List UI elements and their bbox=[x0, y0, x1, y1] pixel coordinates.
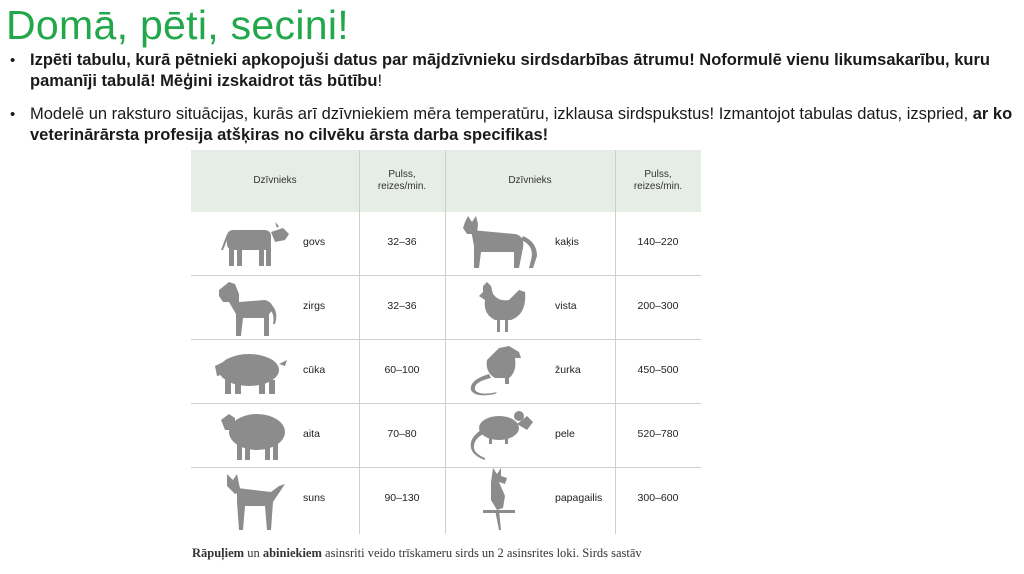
pulse-value: 60–100 bbox=[384, 364, 420, 376]
animal-name: papagailis bbox=[555, 492, 603, 504]
pulse-value: 70–80 bbox=[387, 428, 417, 440]
bullet-text bbox=[30, 104, 1018, 146]
cat-icon bbox=[459, 216, 539, 272]
footer-bold-text: Rāpuļiem bbox=[192, 546, 245, 560]
bullet-dot: • bbox=[10, 52, 16, 69]
animal-name: vista bbox=[555, 300, 577, 312]
table-row bbox=[191, 404, 701, 468]
pulse-value: 450–500 bbox=[637, 364, 679, 376]
animal-name: zirgs bbox=[303, 300, 326, 312]
header-pulse-line2: reizes/min. bbox=[377, 181, 427, 192]
table-row bbox=[191, 340, 701, 404]
bullet-normal-text: Modelē un raksturo situācijas, kurās arī dzīvniekiem mēra temperatūru, izklausa sirdspukstus! Izmantojot tabulas datus, izspried, bbox=[30, 105, 973, 123]
mouse-icon bbox=[465, 408, 535, 464]
table-row bbox=[191, 212, 701, 276]
header-pulse-line1: Pulss, bbox=[388, 169, 416, 180]
table-row bbox=[191, 468, 701, 532]
pulse-table bbox=[191, 150, 701, 534]
table-header bbox=[191, 150, 701, 212]
footer-text bbox=[192, 546, 642, 561]
animal-name: suns bbox=[303, 492, 326, 504]
pulse-value: 200–300 bbox=[637, 300, 679, 312]
header-animal-left: Dzīvnieks bbox=[253, 175, 297, 186]
animal-name: žurka bbox=[555, 364, 581, 376]
animal-name: govs bbox=[303, 236, 326, 248]
header-pulse-line1: Pulss, bbox=[644, 169, 672, 180]
pulse-value: 300–600 bbox=[637, 492, 679, 504]
footer-normal-text: un bbox=[244, 546, 263, 560]
pulse-value: 520–780 bbox=[637, 428, 679, 440]
dog-icon bbox=[223, 472, 293, 532]
parrot-icon bbox=[479, 466, 519, 532]
pig-icon bbox=[213, 350, 289, 396]
pulse-value: 32–36 bbox=[387, 236, 417, 248]
bullet-dot: • bbox=[10, 106, 16, 123]
animal-name: aita bbox=[303, 428, 320, 440]
pulse-value: 32–36 bbox=[387, 300, 417, 312]
animal-name: pele bbox=[555, 428, 575, 440]
bullet-bold-text: Izpēti tabulu, kurā pētnieki apkopojuši datus par mājdzīvnieku sirdsdarbības ātrumu! Noformulē vienu likumsakarību, kuru pamanīji tabulā! Mēģini izskaidrot tās būtību bbox=[30, 51, 990, 90]
rat-icon bbox=[465, 344, 531, 402]
chicken-icon bbox=[475, 280, 529, 336]
bullet-text bbox=[30, 50, 1018, 92]
bullet-bold-text: ar ko veterinārārsta profesija atšķiras no cilvēku ārsta darba specifikas! bbox=[30, 105, 1013, 144]
cow-icon bbox=[215, 220, 291, 268]
header-animal-right: Dzīvnieks bbox=[508, 175, 552, 186]
header-pulse-right bbox=[615, 150, 701, 212]
slide-title: Domā, pēti, secini! bbox=[6, 2, 349, 48]
header-pulse-line2: reizes/min. bbox=[633, 181, 683, 192]
horse-icon bbox=[215, 280, 279, 338]
header-pulse-left bbox=[359, 150, 445, 212]
pulse-value: 90–130 bbox=[384, 492, 420, 504]
bullet-list bbox=[10, 50, 1018, 146]
bullet-item bbox=[10, 50, 1018, 92]
footer-bold-text: abiniekiem bbox=[262, 546, 322, 560]
pulse-value: 140–220 bbox=[637, 236, 679, 248]
animal-name: kaķis bbox=[555, 236, 579, 248]
animal-name: cūka bbox=[303, 364, 326, 376]
sheep-icon bbox=[219, 410, 289, 462]
table-row bbox=[191, 276, 701, 340]
footer-normal-text: asinsriti veido trīskameru sirds un 2 asinsrites loki. Sirds sastāv bbox=[321, 546, 642, 560]
bullet-normal-text: ! bbox=[377, 72, 383, 90]
bullet-item bbox=[10, 104, 1018, 146]
